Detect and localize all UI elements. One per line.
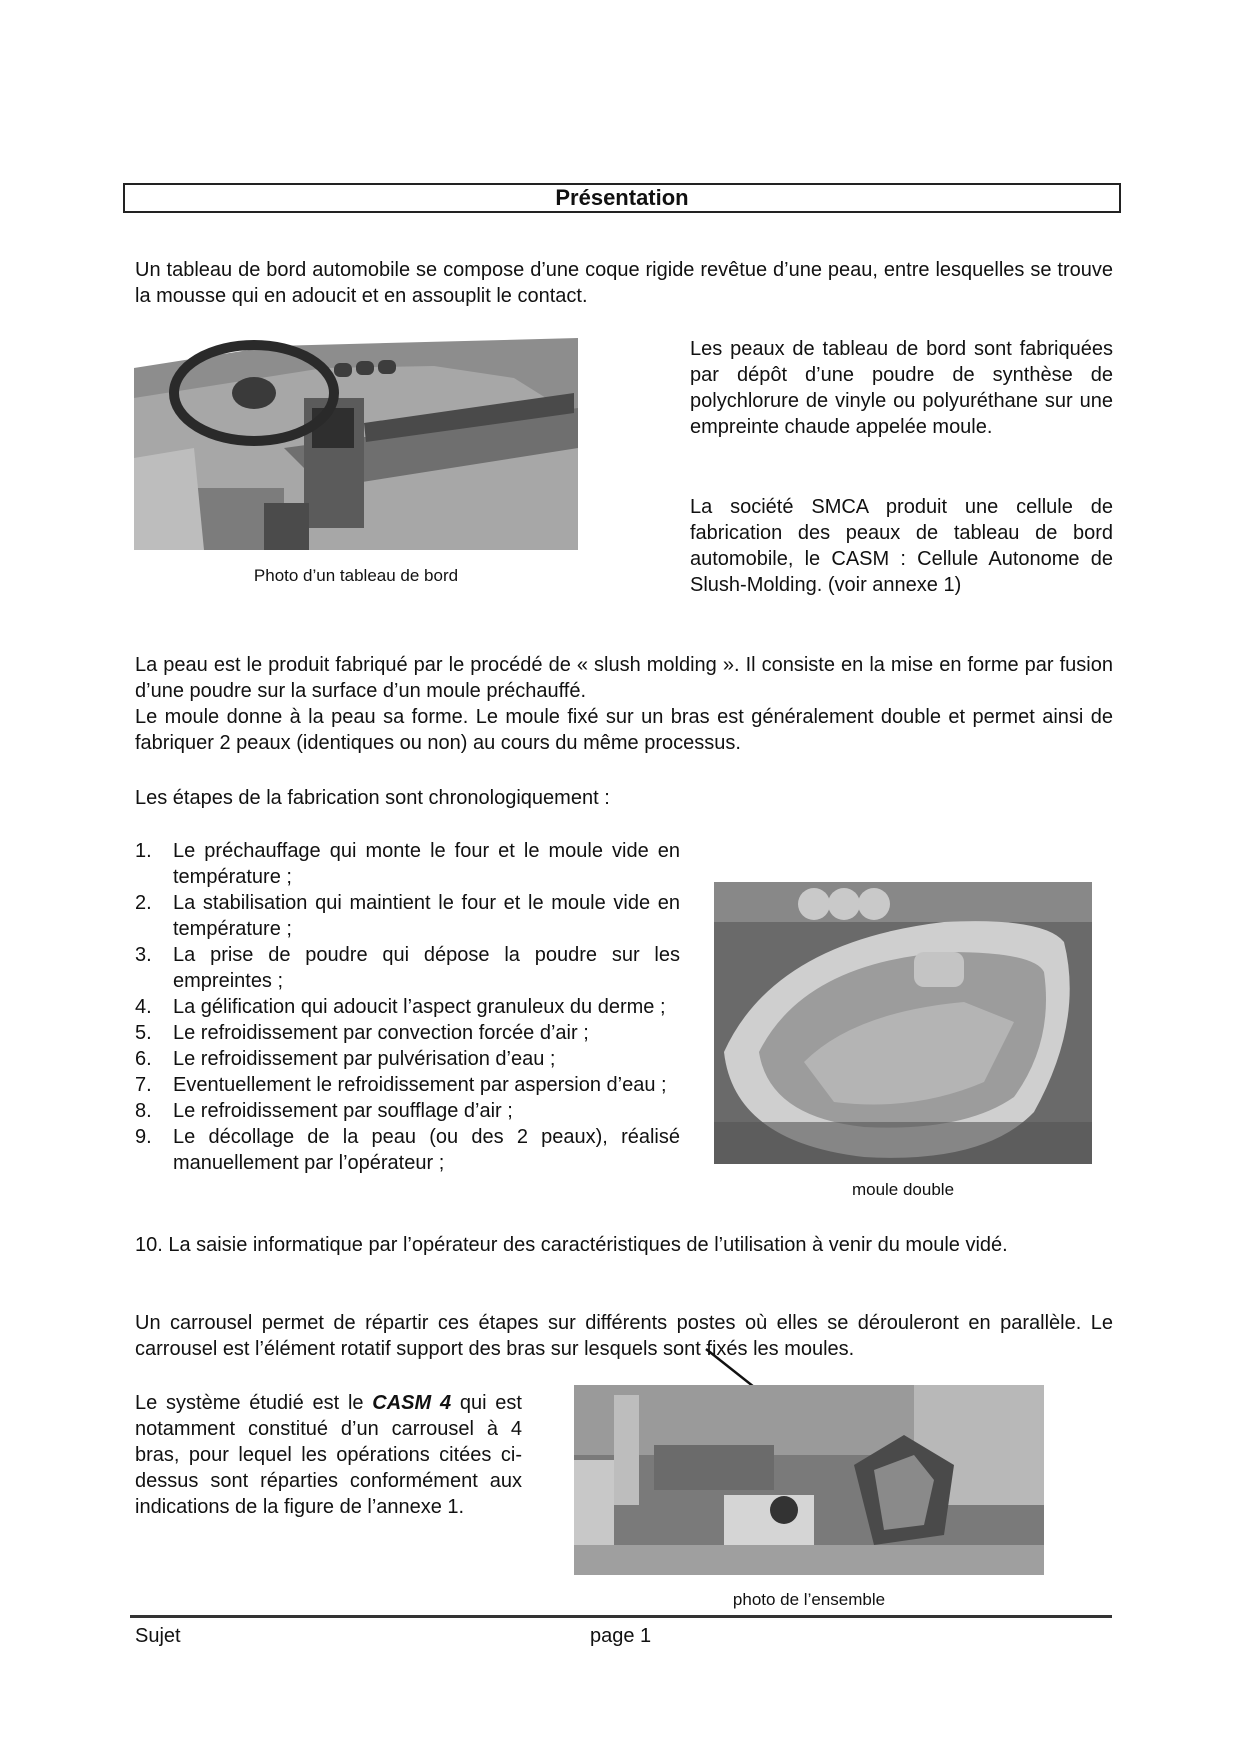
- step-text: Le refroidissement par pulvérisation d’eau ;: [173, 1048, 556, 1070]
- step-number: 7.: [135, 1074, 152, 1096]
- step-text: La prise de poudre qui dépose la poudre sur les empreintes ;: [173, 944, 680, 992]
- installation-caption: photo de l’ensemble: [732, 1590, 886, 1609]
- double-mould-photo: [714, 882, 1092, 1164]
- step-number: 5.: [135, 1022, 152, 1044]
- footer-rule: [130, 1615, 1112, 1618]
- step-text: La saisie informatique par l’opérateur des caractéristiques de l’utilisation à venir du moule vidé.: [168, 1234, 1008, 1256]
- dashboard-photo-caption: Photo d’un tableau de bord: [253, 566, 459, 585]
- installation-photo: [574, 1385, 1044, 1575]
- step-number: 8.: [135, 1100, 152, 1122]
- double-mould-caption: moule double: [851, 1180, 955, 1199]
- step-text: Le décollage de la peau (ou des 2 peaux), réalisé manuellement par l’opérateur ;: [173, 1126, 680, 1174]
- system-text-after: qui est notamment constitué d’un carrousel à 4 bras, pour lequel les opérations citées ci-dessus sont réparties conformément aux indications de la figure de l’annexe 1.: [135, 1392, 522, 1518]
- footer-page-number: page 1: [590, 1625, 652, 1647]
- carousel-paragraph: Un carrousel permet de répartir ces étapes sur différents postes où elles se dérouleront en parallèle. Le carrousel est l’élément rotatif support des bras sur lesquels sont fixés les moules.: [135, 1312, 1113, 1360]
- dashboard-photo: [134, 338, 578, 550]
- step-text: Eventuellement le refroidissement par aspersion d’eau ;: [173, 1074, 667, 1096]
- steps-list: [135, 838, 680, 1176]
- steps-intro: Les étapes de la fabrication sont chronologiquement :: [135, 787, 610, 809]
- step-item: [135, 890, 680, 942]
- skins-paragraph: Les peaux de tableau de bord sont fabriquées par dépôt d’une poudre de synthèse de polychlorure de vinyle ou polyuréthane sur une empreinte chaude appelée moule.: [690, 338, 1113, 438]
- step-number: 2.: [135, 892, 152, 914]
- step-number: 6.: [135, 1048, 152, 1070]
- mould-paragraph: Le moule donne à la peau sa forme. Le moule fixé sur un bras est généralement double et permet ainsi de fabriquer 2 peaux (identiques ou non) au cours du même processus.: [135, 706, 1113, 754]
- step-item: [135, 1124, 680, 1176]
- step-item: [135, 994, 680, 1020]
- step-number: 4.: [135, 996, 152, 1018]
- step-text: La gélification qui adoucit l’aspect granuleux du derme ;: [173, 996, 666, 1018]
- step-item: [135, 942, 680, 994]
- step-item: [135, 1072, 680, 1098]
- page-title: Présentation: [123, 183, 1121, 213]
- step-text: Le refroidissement par convection forcée d’air ;: [173, 1022, 589, 1044]
- slush-molding-paragraph: La peau est le produit fabriqué par le procédé de « slush molding ». Il consiste en la mise en forme par fusion d’une poudre sur la surface d’un moule préchauffé.: [135, 654, 1113, 702]
- step-text: Le préchauffage qui monte le four et le moule vide en température ;: [173, 840, 680, 888]
- step-text: Le refroidissement par soufflage d’air ;: [173, 1100, 513, 1122]
- step-number: 3.: [135, 944, 152, 966]
- intro-paragraph: Un tableau de bord automobile se compose d’une coque rigide revêtue d’une peau, entre lesquelles se trouve la mousse qui en adoucit et en assouplit le contact.: [135, 259, 1113, 307]
- system-name: CASM 4: [372, 1392, 452, 1414]
- step-item: [135, 1020, 680, 1046]
- system-paragraph: [135, 1390, 522, 1520]
- footer-left: Sujet: [135, 1625, 181, 1647]
- step-item: [135, 1098, 680, 1124]
- step-item: [135, 838, 680, 890]
- step-10: [135, 1232, 1113, 1258]
- step-number: 9.: [135, 1126, 152, 1148]
- step-text: La stabilisation qui maintient le four et le moule vide en température ;: [173, 892, 680, 940]
- step-number: 1.: [135, 840, 152, 862]
- smca-paragraph: La société SMCA produit une cellule de fabrication des peaux de tableau de bord automobile, le CASM : Cellule Autonome de Slush-Molding. (voir annexe 1): [690, 496, 1113, 596]
- step-item: [135, 1046, 680, 1072]
- system-text-before: Le système étudié est le: [135, 1392, 373, 1414]
- step-number: 10.: [135, 1234, 163, 1256]
